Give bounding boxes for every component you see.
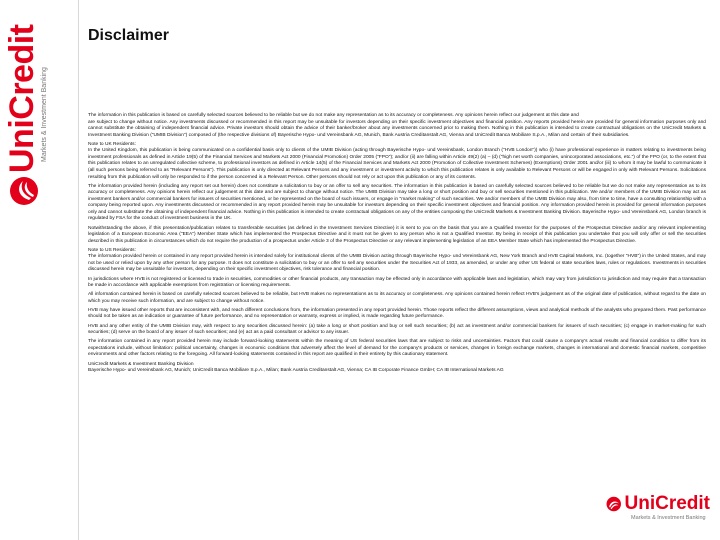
disclaimer-paragraph: HVB may have issued other reports that are inconsistent with, and reach different conclusions from, the information presented in any report provided herein. Those reports reflect the different assumptions, views and analytical methods of the analysts who prepared them. Past performance should not be taken as an indication or guarantee of future performance, and no representation or warranty, express or implied, is made regarding future performance.: [88, 307, 706, 320]
footer-logo-tagline: Markets & Investment Banking: [631, 515, 706, 521]
disclaimer-paragraph: UniCredit Markets & Investment Banking Division: [88, 361, 194, 367]
disclaimer-paragraph: HVB and any other entity of the UMIB Division may, with respect to any securities discussed herein: (a) take a long or short position and buy or sell such securities; (b) act as investment and/or commercial bankers for issuers of such securities; (c) engage in market-making for such securities; (d) serve on the board of any issuer of such securities; and (e) act as a paid consultant or advisor to any issuer.: [88, 323, 706, 336]
disclaimer-paragraph: The information in this publication is based on carefully selected sources believed to be reliable but we do not make any representation as to its accuracy or completeness. Any opinions herein reflect our judgement at this date and: [88, 113, 579, 118]
disclaimer-paragraph: The information contained in any report provided herein may include forward-looking statements within the meaning of US federal securities laws that are subject to risks and uncertainties. Factors that could cause a company's actual results and financial condition to differ from its expectations include, without limitation: political uncertainty, changes in economic conditions that adversely affect the level of demand for the company's products or services, changes in foreign exchange markets, changes in international and domestic financial markets, competitive environments and other factors relating to the foregoing. All forward-looking statements contained in this report are qualified in their entirety by this cautionary statement.: [88, 339, 706, 358]
unicredit-swirl-icon: [9, 176, 39, 206]
footer-logo: [606, 493, 710, 531]
disclaimer-paragraph: In the United Kingdom, this publication is being communicated on a confidential basis only to clients of the UMIB Division (acting through Bayerische Hypo- und Vereinsbank, London Branch ("HVB London")) who (i) have professional experience in matters relating to investments being investment professionals as defined in Article 19(5) of the Financial Services and Markets Act 2000 (Financial Promotion) Order 2005 ("FPO"); and/or (ii) are falling within Article 49(2) (a) – (d) ("high net worth companies, unincorporated associations, etc.") of the FPO (or, to the extent that this publication relates to an unregulated collective scheme, to professional investors as defined in Article 14(5) of the Financial Services and Markets Act 2000 (Promotion of Collective Investment Schemes) (Exemptions) Order 2001 and/or (iii) to whom it may be lawful to communicate it (all such persons being referred to as "Relevant Persons"). This publication is only directed at Relevant Persons and any investment or investment activity to which this publication relates is only available to Relevant Persons or will be engaged in only with Relevant Persons. Solicitations resulting from this publication will only be responded to if the person concerned is a Relevant Person. Other persons should not rely or act upon this publication or any of its contents.: [88, 148, 706, 180]
disclaimer-paragraph: Notwithstanding the above, if this presentation/publication relates to transferable securities (as defined in the Investment Services Directive) it is sent to you on the basis that you are a Qualified Investor for the purposes of the Prospectus Directive and/or any relevant implementing legislation of a European Economic Area ("EEA") Member State which has implemented the Prospectus Directive and it must not be given to any person who is not a Qualified Investor. By being in receipt of this publication you undertake that you will only offer or sell the securities described in this publication in circumstances which do not require the production of a prospectus under Article 3 of the Prospectus Directive or any relevant implementing legislation of an EEA Member State which has implemented the Prospectus Directive.: [88, 225, 706, 244]
disclaimer-paragraph: The information provided herein (including any report set out herein) does not constitute a solicitation to buy or an offer to sell any securities. The information in this publication is based on carefully selected sources believed to be reliable but we do not make any representation as to its accuracy or completeness. Any opinions herein reflect our judgement at this date and are subject to change without notice. The UMIB Division may take a long or short position and buy or sell securities mentioned in this publication. We and/or members of the UMIB Division may act as investment bankers and/or commercial bankers for issuers of securities mentioned, or be represented on the board of such issuers, or engage in "market making" of such securities. We and/or members of the UMIB Division may also, from time to time, have a consulting relationship with a company being reported upon. Any investments discussed or recommended in any report provided herein may be unsuitable for investors depending on their specific investment objectives and financial position. Any information provided herein is provided for general information purposes only and cannot substitute the obtaining of independent financial advice. Nothing in this publication is intended to create contractual obligations on any of the entities composing the UniCredit Markets & Investment Banking Division. Bayerische Hypo- und Vereinsbank AG, London branch is regulated by FSA for the conduct of investment business in the UK.: [88, 183, 706, 222]
logo-tagline: Markets & Investment Banking: [41, 67, 48, 162]
disclaimer-body: [88, 113, 706, 375]
page-title: Disclaimer: [88, 27, 169, 44]
logo-brand-text: UniCredit: [3, 24, 41, 173]
footer-logo-brand-text: UniCredit: [624, 493, 710, 514]
vertical-logo: [4, 25, 49, 207]
disclaimer-paragraph: All information contained herein is based on carefully selected sources believed to be reliable, but HVB makes no representations as to its accuracy or completeness. Any opinions contained herein reflect HVB's judgement as of the original date of publication, without regard to the date on which you may receive such information, and are subject to change without notice.: [88, 292, 706, 304]
disclaimer-paragraph: The information provided herein or contained in any report provided herein is intended solely for institutional clients of the UMIB Division acting through Bayerische Hypo- und Vereinsbank AG, New York Branch and HVB Capital Markets, Inc. (together "HVB") in the United States, and may not be used or relied upon by any other person for any purpose. It does not constitute a solicitation to buy or an offer to sell any securities under the Securities Act of 1933, as amended, or under any other US federal or state securities laws, rules or regulations. Investments in securities discussed herein may be unsuitable for investors, depending on their specific investment objectives, risk tolerance and financial position.: [88, 254, 706, 273]
section-heading: Note to US Residents:: [88, 247, 136, 253]
disclaimer-paragraph: Bayerische Hypo- und Vereinsbank AG, Munich; UniCredit Banca Mobiliare S.p.A., Milan; Bank Austria Creditanstalt AG, Vienna; CA IB Corporate Finance GmbH; CA IB International Markets AG: [88, 368, 504, 374]
disclaimer-paragraph: are subject to change without notice. Any investments discussed or recommended in this report may be unsuitable for investors depending on their specific investment objectives and financial position. Any reports provided herein are provided for general information purposes only and cannot substitute the obtaining of independent financial advice. Private investors should obtain the advice of their banker/broker about any investments concerned prior to making them. Nothing in this publication is intended to create contractual obligations on the UniCredit Markets & Investment Banking Division ("UMIB Division") composed of (the respective divisions of) Bayerische Hypo- und Vereinsbank AG, Munich, Bank Austria Creditanstalt AG, Vienna and UniCredit Banca Mobiliare S.p.A., Milan and certain of their subsidiaries.: [88, 119, 706, 138]
section-heading: Note to UK Residents:: [88, 141, 136, 147]
disclaimer-paragraph: In jurisdictions where HVB is not registered or licensed to trade in securities, commodities or other financial products, any transaction may be effected only in accordance with applicable laws and legislation, which may vary from jurisdiction to jurisdiction and may require that a transaction be made in accordance with applicable exemptions from registration or licensing requirements.: [88, 276, 706, 289]
unicredit-swirl-icon: [606, 494, 622, 514]
sidebar: [0, 0, 79, 540]
